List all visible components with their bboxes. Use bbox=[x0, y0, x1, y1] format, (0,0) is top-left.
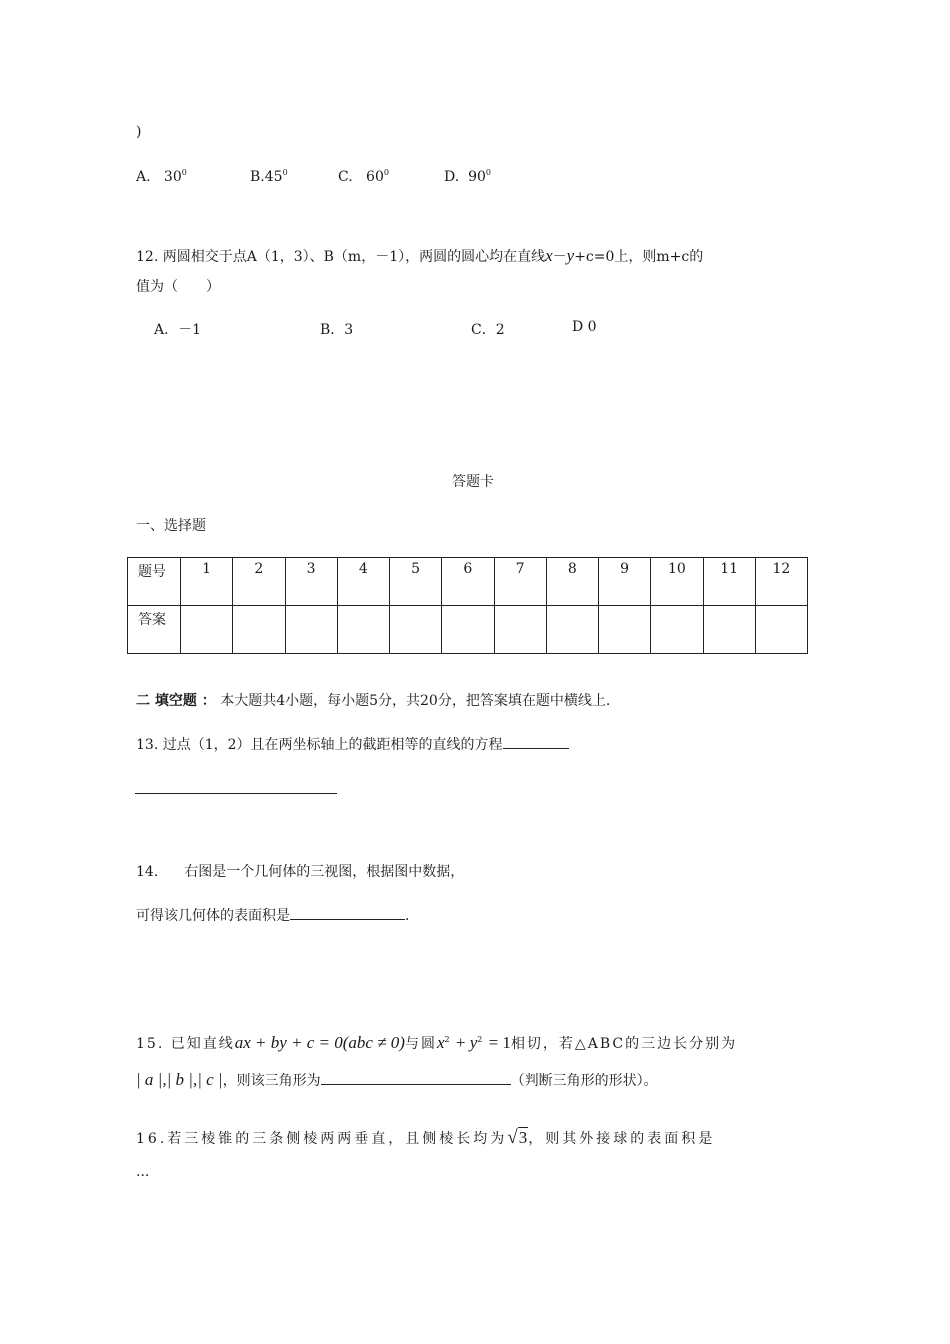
answer-cell[interactable] bbox=[703, 606, 755, 654]
section2-header bbox=[136, 690, 610, 710]
answer-table-row-answers bbox=[128, 606, 808, 654]
question-number-cell: 6 bbox=[442, 558, 494, 606]
answer-cell[interactable] bbox=[755, 606, 807, 654]
q13-question: 13. 过点（1，2）且在两坐标轴上的截距相等的直线的方程 bbox=[136, 734, 569, 754]
row-head-answer: 答案 bbox=[128, 606, 181, 654]
q15-question-line1: 15. 已知直线ax + by + c = 0(abc ≠ 0)与圆$x^2 + y^2 = 1$相切，若△ABC的三边长分别为 bbox=[136, 1033, 738, 1052]
q14-answer-blank[interactable] bbox=[290, 905, 405, 920]
answer-table-row-numbers bbox=[128, 558, 808, 606]
q15-question-line2: | a |,| b |,| c |，则该三角形为 （判断三角形的形状）。 bbox=[136, 1070, 658, 1089]
q11-option-a: A. $30^0$ bbox=[136, 168, 187, 185]
section2-desc: 本大题共4小题，每小题5分，共20分，把答案填在题中横线上. bbox=[220, 693, 611, 709]
q16-question-line1: 16.若三棱锥的三条侧棱两两垂直，且侧棱长均为√3，则其外接球的表面积是 bbox=[136, 1127, 716, 1148]
question-number-cell: 11 bbox=[703, 558, 755, 606]
q14-question-line1: 14. 右图是一个几何体的三视图，根据图中数据， bbox=[136, 864, 465, 880]
section2-title: 二 填空题 ： bbox=[136, 693, 216, 709]
q12-option-a: A．－1 bbox=[154, 322, 202, 338]
question-number-cell: 3 bbox=[285, 558, 337, 606]
q12-option-b: B．3 bbox=[320, 322, 354, 338]
q15-answer-blank[interactable] bbox=[321, 1070, 511, 1085]
question-number-cell: 1 bbox=[181, 558, 233, 606]
row-head-number: 题号 bbox=[128, 558, 181, 606]
q11-option-c: C. $60^0$ bbox=[338, 168, 389, 185]
answer-cell[interactable] bbox=[546, 606, 598, 654]
question-number-cell: 7 bbox=[494, 558, 546, 606]
answer-cell[interactable] bbox=[390, 606, 442, 654]
answer-cell[interactable] bbox=[599, 606, 651, 654]
answer-cell[interactable] bbox=[494, 606, 546, 654]
answer-table bbox=[127, 557, 808, 654]
answer-cell[interactable] bbox=[442, 606, 494, 654]
answer-cell[interactable] bbox=[337, 606, 389, 654]
q12-option-c: C．2 bbox=[471, 322, 505, 338]
answer-cell[interactable] bbox=[233, 606, 285, 654]
q12-question-line2: 值为（ ） bbox=[136, 279, 220, 295]
question-number-cell: 10 bbox=[651, 558, 703, 606]
question-number-cell: 5 bbox=[390, 558, 442, 606]
q16-question-line2[interactable]: ... bbox=[136, 1164, 150, 1180]
answer-cell[interactable] bbox=[285, 606, 337, 654]
answer-cell[interactable] bbox=[181, 606, 233, 654]
q13-answer-line[interactable] bbox=[135, 793, 337, 794]
section1-title: 一、选择题 bbox=[136, 518, 206, 534]
sqrt-3: √3 bbox=[507, 1127, 528, 1148]
question-number-cell: 9 bbox=[599, 558, 651, 606]
question-number-cell: 4 bbox=[337, 558, 389, 606]
q11-option-b: $B.45^0$ bbox=[250, 168, 288, 185]
question-number-cell: 2 bbox=[233, 558, 285, 606]
q12-option-d: D 0 bbox=[572, 319, 597, 335]
q12-question-line1: 12. 两圆相交于点A（1，3）、B（m，－1），两圆的圆心均在直线x－y+c=0上，则m+c的 bbox=[136, 246, 704, 265]
answer-cell[interactable] bbox=[651, 606, 703, 654]
q14-question-line2: 可得该几何体的表面积是 . bbox=[136, 905, 409, 925]
question-number-cell: 12 bbox=[755, 558, 807, 606]
q11-tail: ) bbox=[136, 124, 142, 140]
answer-card-title: 答题卡 bbox=[452, 474, 494, 490]
question-number-cell: 8 bbox=[546, 558, 598, 606]
q13-answer-blank[interactable] bbox=[503, 734, 569, 749]
q11-option-d: D. $90^0$ bbox=[444, 168, 492, 185]
